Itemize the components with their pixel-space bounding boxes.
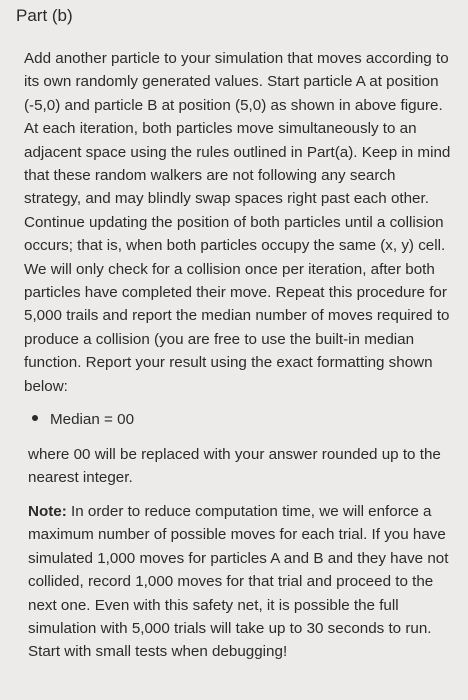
instructions-paragraph: Add another particle to your simulation that moves according to its own randomly generated values. Start particle A at position (-5,0) and particle B at position (5,0) as shown in above figure. At each iteration, both particles move simultaneously to an adjacent space using the rules outlined in Part(a). Keep in mind that these random walkers are not following any search strategy, and may blindly swap spaces right past each other. Continue updating the position of both particles until a collision occurs; that is, when both particles occupy the same (x, y) cell. We will only check for a collision once per iteration, after both particles have completed their move. Repeat this procedure for 5,000 trails and report the median number of moves required to produce a collision (you are free to use the built-in median function. Report your result using the exact formatting shown below: [24, 50, 451, 395]
note-text: In order to reduce computation time, we will enforce a maximum number of possible moves for each trial. If you have simulated 1,000 moves for particles A and B and they have not collided, record 1,000 moves for that trial and proceed to the next one. Even with this safety net, it is possible the full simulation with 5,000 trials will take up to 30 seconds to run. Start with small tests when debugging! [28, 503, 449, 661]
rounding-paragraph: where 00 will be replaced with your answer rounded up to the nearest integer. [28, 446, 441, 487]
bullet-dot-icon [32, 415, 38, 421]
section-heading: Part (b) [16, 6, 73, 25]
format-example: Median = 00 [50, 411, 135, 428]
format-bullet [32, 408, 134, 431]
note-label: Note: [28, 503, 67, 520]
note-paragraph [28, 500, 454, 664]
